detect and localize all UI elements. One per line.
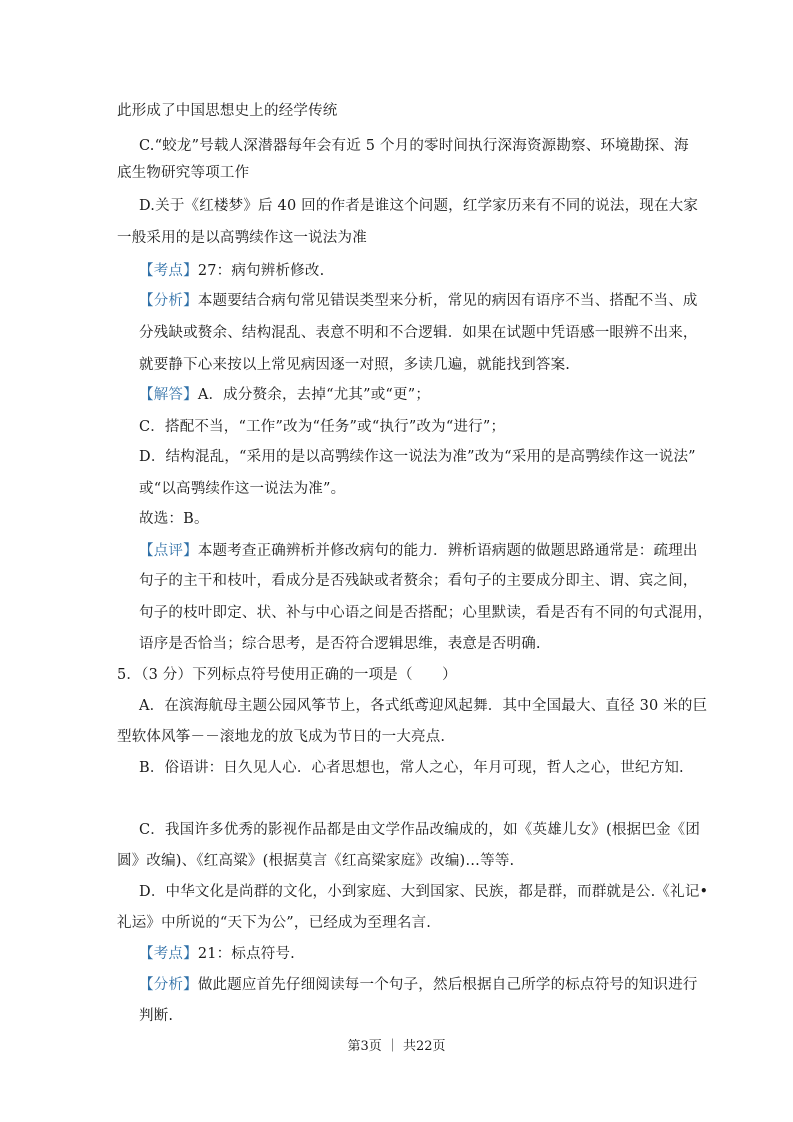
kaodian-tag: 【考点】: [139, 263, 198, 279]
text-line: C．搭配不当，“工作”改为“任务”或“执行”改为“进行”；: [139, 419, 506, 435]
kaodian-tag: 【考点】: [139, 946, 198, 962]
dianping-line: 【点评】本题考查正确辨析并修改病句的能力．辨析语病题的做题思路通常是：疏理出: [139, 543, 698, 559]
text-line: D．结构混乱，“采用的是以高鹗续作这一说法为准”改为“采用的是高鹗续作这一说法”: [139, 449, 696, 465]
text-line: 一般采用的是以高鹗续作这一说法为准: [117, 230, 367, 246]
text-line: 分残缺或赘余、结构混乱、表意不明和不合逻辑．如果在试题中凭语感一眼辨不出来，: [139, 325, 698, 341]
text-line: 此形成了中国思想史上的经学传统: [117, 103, 338, 119]
jieda-line: 【解答】A．成分赘余，去掉“尤其”或“更”；: [139, 387, 431, 403]
text-line: 判断.: [139, 1008, 174, 1024]
page-footer: 第3页 ｜ 共22页: [347, 1039, 446, 1054]
option-a: A．在滨海航母主题公园风筝节上，各式纸鸢迎风起舞．其中全国最大、直径 30 米的巨: [139, 698, 708, 714]
text-line: 句子的枝叶即定、状、补与中心语之间是否搭配；心里默读，看是否有不同的句式混用，: [139, 605, 713, 621]
text-line: D.关于《红楼梦》后 40 回的作者是谁这个问题，红学家历来有不同的说法，现在大家: [139, 198, 699, 214]
kaodian-line: 【考点】21：标点符号.: [139, 946, 295, 962]
kaodian-line: 【考点】27：病句辨析修改.: [139, 263, 325, 279]
text-line: 底生物研究等项工作: [117, 165, 250, 181]
fenxi-tag: 【分析】: [139, 293, 198, 309]
option-c: C．我国许多优秀的影视作品都是由文学作品改编成的，如《英雄儿女》(根据巴金《团: [139, 822, 701, 838]
question-stem: 5．（3 分）下列标点符号使用正确的一项是（ ）: [117, 667, 457, 683]
dianping-tag: 【点评】: [139, 543, 198, 559]
jieda-tag: 【解答】: [139, 387, 198, 403]
text-line: 就要静下心来按以上常见病因逐一对照，多读几遍，就能找到答案.: [139, 357, 571, 373]
fenxi-line: 【分析】做此题应首先仔细阅读每一个句子，然后根据自己所学的标点符号的知识进行: [139, 977, 698, 993]
text-line: 故选：B。: [139, 511, 209, 527]
text-line: 句子的主干和枝叶，看成分是否残缺或者赘余；看句子的主要成分即主、谓、宾之间，: [139, 573, 698, 589]
option-d: D．中华文化是尚群的文化，小到家庭、大到国家、民族，都是群，而群就是公.《礼记•: [139, 884, 709, 900]
text-line: 或“以高鹗续作这一说法为准”。: [139, 481, 346, 497]
text-line: 型软体风筝－－滚地龙的放飞成为节日的一大亮点.: [117, 729, 446, 745]
text-line: 礼运》中所说的“天下为公”，已经成为至理名言.: [117, 915, 432, 931]
fenxi-tag: 【分析】: [139, 977, 198, 993]
text-line: C.“蛟龙”号载人深潜器每年会有近 5 个月的零时间执行深海资源勘察、环境勘探、海: [139, 138, 689, 154]
fenxi-line: 【分析】本题要结合病句常见错误类型来分析，常见的病因有语序不当、搭配不当、成: [139, 293, 698, 309]
text-line: 圆》改编)、《红高粱》(根据莫言《红高粱家庭》改编)…等等.: [117, 853, 515, 869]
text-line: 语序是否恰当；综合思考，是否符合逻辑思维，表意是否明确.: [139, 636, 541, 652]
option-b: B．俗语讲：日久见人心．心者思想也，常人之心，年月可现，哲人之心，世纪方知.: [139, 760, 684, 776]
